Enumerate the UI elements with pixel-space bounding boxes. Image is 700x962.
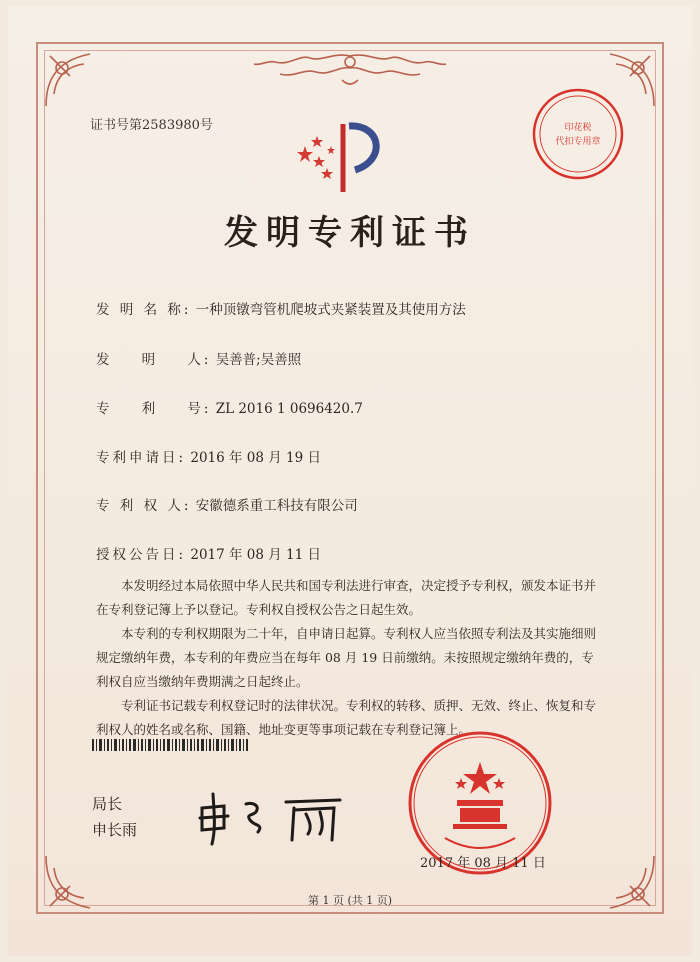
signatory-title: 局长	[92, 795, 123, 813]
field-grant-date	[96, 543, 321, 563]
field-value: 吴善普;吴善照	[215, 352, 302, 368]
field-label: 授权公告日:	[96, 547, 187, 563]
field-value: 一种顶镦弯管机爬坡式夹紧装置及其使用方法	[195, 302, 466, 318]
body-paragraph: 本发明经过本局依照中华人民共和国专利法进行审查，决定授予专利权，颁发本证书并在专利登记簿上予以登记。专利权自授权公告之日起生效。	[96, 578, 597, 617]
svg-text:印花税: 印花税	[564, 123, 592, 133]
certificate-title: 发明专利证书	[224, 213, 476, 253]
barcode-icon	[92, 739, 248, 751]
field-label: 发 明 名 称:	[96, 302, 192, 318]
tax-stamp-seal-icon	[528, 84, 628, 184]
top-ornament-icon	[250, 48, 450, 92]
body-paragraph: 专利证书记载专利权登记时的法律状况。专利权的转移、质押、无效、终止、恢复和专利权人的姓名或名称、国籍、地址变更等事项记载在专利登记簿上。	[96, 698, 597, 737]
field-value: 2017 年 08 月 11 日	[190, 547, 322, 563]
signatory-name: 申长雨	[92, 821, 138, 839]
field-label: 专 利 权 人:	[96, 498, 192, 514]
svg-text:代扣专用章: 代扣专用章	[555, 137, 601, 147]
field-invention-name	[96, 298, 466, 318]
handwritten-signature-icon	[194, 788, 350, 848]
issue-date: 2017 年 08 月 11 日	[420, 856, 546, 871]
body-paragraph: 本专利的专利权期限为二十年，自申请日起算。专利权人应当依照专利法及其实施细则规定缴纳年费，本专利的年费应当在每年 08 月 19 日前缴纳。未按照规定缴纳年费的，专利权自应当缴纳年费期满之日起终止。	[96, 626, 597, 689]
field-label: 专 利 号:	[96, 401, 212, 417]
certificate-body	[96, 574, 596, 742]
field-value: 安徽德系重工科技有限公司	[195, 498, 358, 514]
field-value: 2016 年 08 月 19 日	[190, 450, 322, 466]
field-label: 专利申请日:	[96, 450, 187, 466]
field-value: ZL 2016 1 0696420.7	[215, 401, 363, 417]
field-label: 发 明 人:	[96, 352, 212, 368]
field-patent-number	[96, 397, 363, 417]
corner-ornament-icon	[40, 46, 110, 116]
page-footer: 第 1 页 (共 1 页)	[307, 894, 393, 907]
field-inventor	[96, 348, 301, 368]
certificate-number: 证书号第2583980号	[90, 118, 213, 133]
field-application-date	[96, 446, 321, 466]
patent-office-logo-icon	[295, 116, 395, 196]
field-patentee	[96, 494, 358, 514]
